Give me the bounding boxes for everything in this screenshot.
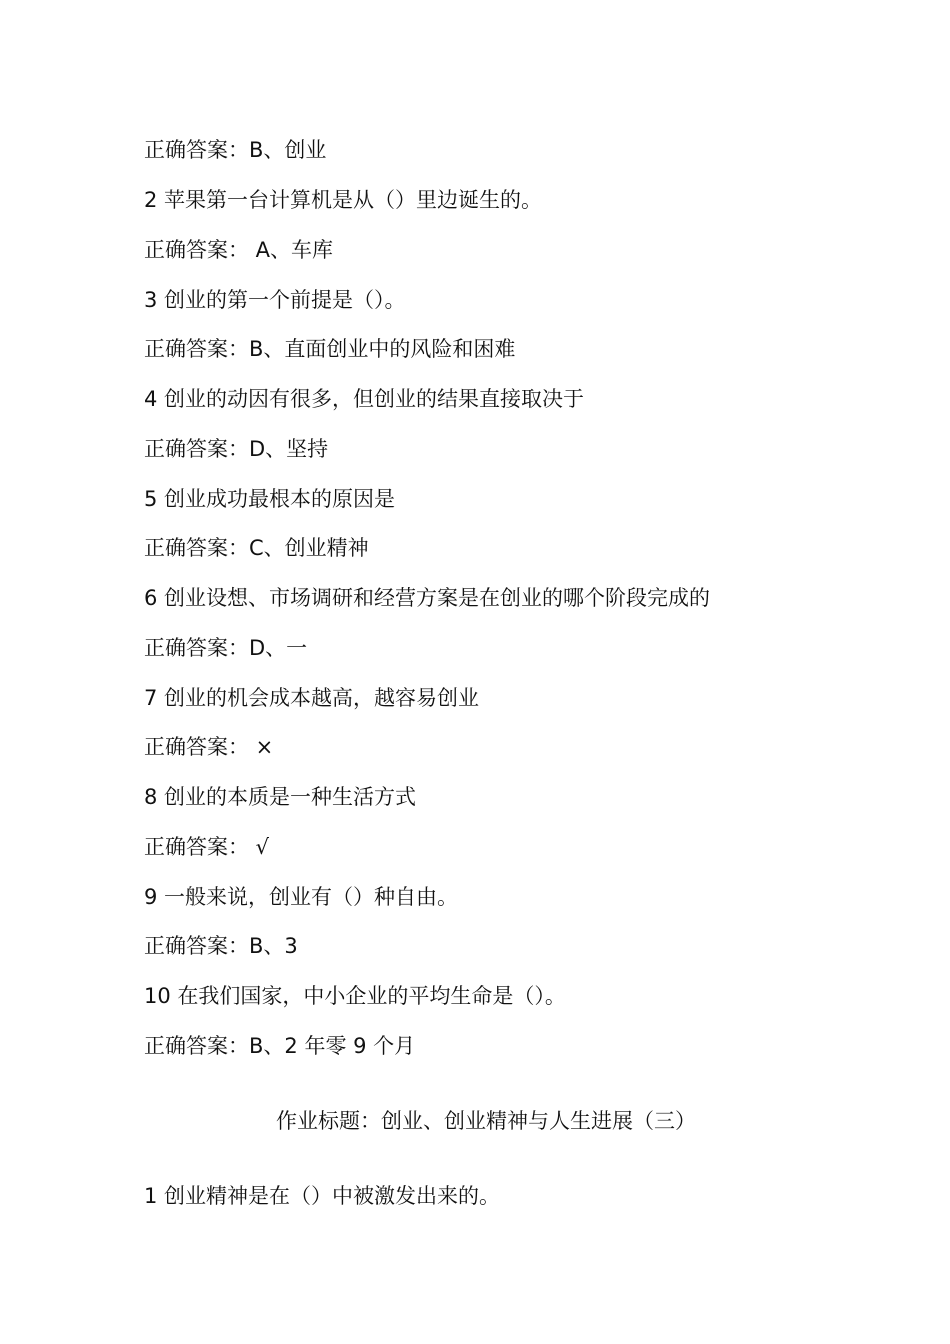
question-line: 8 创业的本质是一种生活方式 [144,785,417,809]
answer-line: 正确答案：C、创业精神 [144,536,369,560]
question-line: 1 创业精神是在（）中被激发出来的。 [144,1184,501,1208]
answer-line: 正确答案： × [144,735,274,759]
question-line: 4 创业的动因有很多，但创业的结果直接取决于 [144,387,585,411]
answer-line: 正确答案： √ [144,835,270,859]
question-line: 3 创业的第一个前提是（）。 [144,288,406,312]
answer-line: 正确答案：D、坚持 [144,437,329,461]
question-line: 10 在我们国家，中小企业的平均生命是（）。 [144,984,566,1008]
answer-line: 正确答案：B、3 [144,934,298,958]
answer-line: 正确答案：D、一 [144,636,308,660]
question-line: 5 创业成功最根本的原因是 [144,487,396,511]
answer-line: 正确答案：B、创业 [144,138,327,162]
answer-line: 正确答案：B、直面创业中的风险和困难 [144,337,516,361]
answer-line: 正确答案：B、2 年零 9 个月 [144,1034,416,1058]
question-line: 7 创业的机会成本越高，越容易创业 [144,686,480,710]
question-line: 6 创业设想、市场调研和经营方案是在创业的哪个阶段完成的 [144,586,711,610]
question-line: 2 苹果第一台计算机是从（）里边诞生的。 [144,188,543,212]
answer-line: 正确答案： A、车库 [144,238,334,262]
question-line: 9 一般来说，创业有（）种自由。 [144,885,459,909]
section-heading: 作业标题：创业、创业精神与人生进展（三） [276,1109,696,1133]
